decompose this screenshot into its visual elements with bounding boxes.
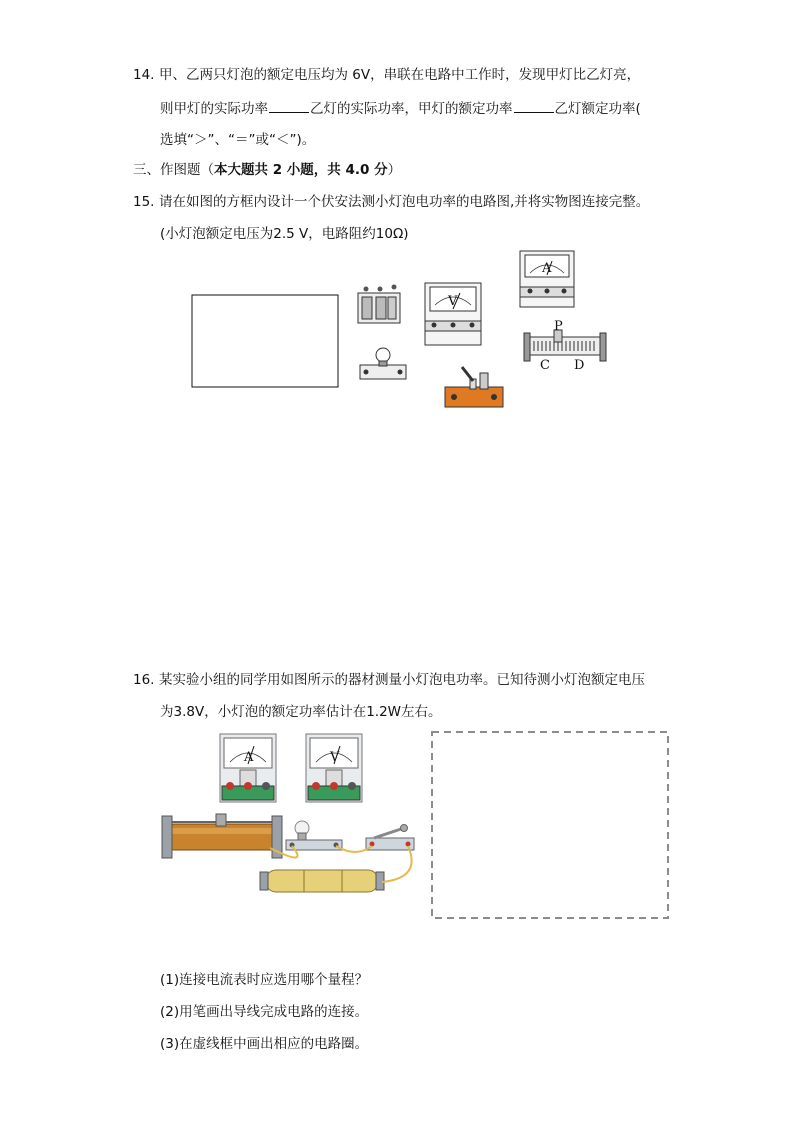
q15-circuit-drawing-box[interactable] (192, 295, 338, 387)
section3-title-a: 三、作图题（ (133, 162, 214, 178)
q14-text-line2c: 乙灯额定功率( (554, 101, 641, 117)
bulb-holder (360, 348, 406, 379)
q14-line2 (160, 98, 641, 119)
q14-line1 (133, 65, 640, 85)
rheostat-label-p: P (554, 319, 563, 334)
q16-number: 16. (133, 672, 155, 688)
rheostat-label-c: C (540, 358, 550, 373)
ammeter-symbol: A (542, 261, 552, 276)
q14-answer-blank-1[interactable] (269, 98, 309, 113)
q16-text-line2: 为3.8V，小灯泡的额定功率估计在1.2W左右。 (160, 704, 442, 720)
q16-text-line1: 某实验小组的同学用如图所示的器材测量小灯泡电功率。已知待测小灯泡额定电压 (159, 672, 645, 688)
q14-answer-blank-2[interactable] (514, 98, 554, 113)
meter-left (220, 734, 276, 802)
q14-text-line1: 甲、乙两只灯泡的额定电压均为 6V，串联在电路中工作时，发现甲灯比乙灯亮， (159, 67, 641, 83)
voltmeter-symbol: V (448, 294, 458, 309)
rheostat-photo (162, 814, 282, 858)
wire-c (382, 846, 412, 882)
q15-line1 (133, 192, 649, 212)
q16-sub3-text: (3)在虚线框中画出相应的电路圈。 (160, 1036, 369, 1052)
meter-right (306, 734, 362, 802)
q15-figure (180, 245, 620, 415)
knife-switch (445, 367, 503, 407)
q16-figure (160, 728, 690, 928)
bulb-photo (286, 821, 342, 850)
rheostat (524, 319, 606, 373)
q15-text-line2: (小灯泡额定电压为2.5 V，电路阻约10Ω) (160, 226, 409, 242)
q16-sub1 (160, 970, 368, 990)
section3-title-b: 本大题共 2 小题，共 4.0 分 (214, 162, 388, 178)
q15-line2 (160, 224, 409, 244)
q16-line1 (133, 670, 645, 690)
q14-text-line2b: 乙灯的实际功率，甲灯的额定功率 (310, 101, 513, 117)
voltmeter (425, 283, 481, 345)
q14-number: 14. (133, 67, 155, 83)
ammeter (520, 251, 574, 307)
q15-number: 15. (133, 194, 155, 210)
q16-dashed-drawing-box[interactable] (432, 732, 668, 918)
battery-photo (260, 870, 384, 892)
q15-text-line1: 请在如图的方框内设计一个伏安法测小灯泡电功率的电路图,并将实物图连接完整。 (159, 194, 650, 210)
meter-left-symbol: A (244, 750, 254, 765)
q16-sub3 (160, 1034, 368, 1054)
rheostat-label-d: D (574, 358, 585, 373)
q16-sub2 (160, 1002, 368, 1022)
switch-photo (366, 825, 414, 851)
q16-sub2-text: (2)用笔画出导线完成电路的连接。 (160, 1004, 369, 1020)
q14-line3 (160, 130, 315, 150)
meter-right-symbol: V (330, 750, 340, 765)
section3-heading (133, 160, 401, 180)
q16-line2 (160, 702, 442, 722)
q16-sub1-text: (1)连接电流表时应选用哪个量程？ (160, 972, 369, 988)
section3-title-c: ） (387, 162, 402, 178)
battery-pack (358, 285, 400, 324)
q14-text-line2a: 则甲灯的实际功率 (160, 101, 268, 117)
q14-text-line3: 选填“＞”、“＝”或“＜”)。 (160, 132, 316, 148)
